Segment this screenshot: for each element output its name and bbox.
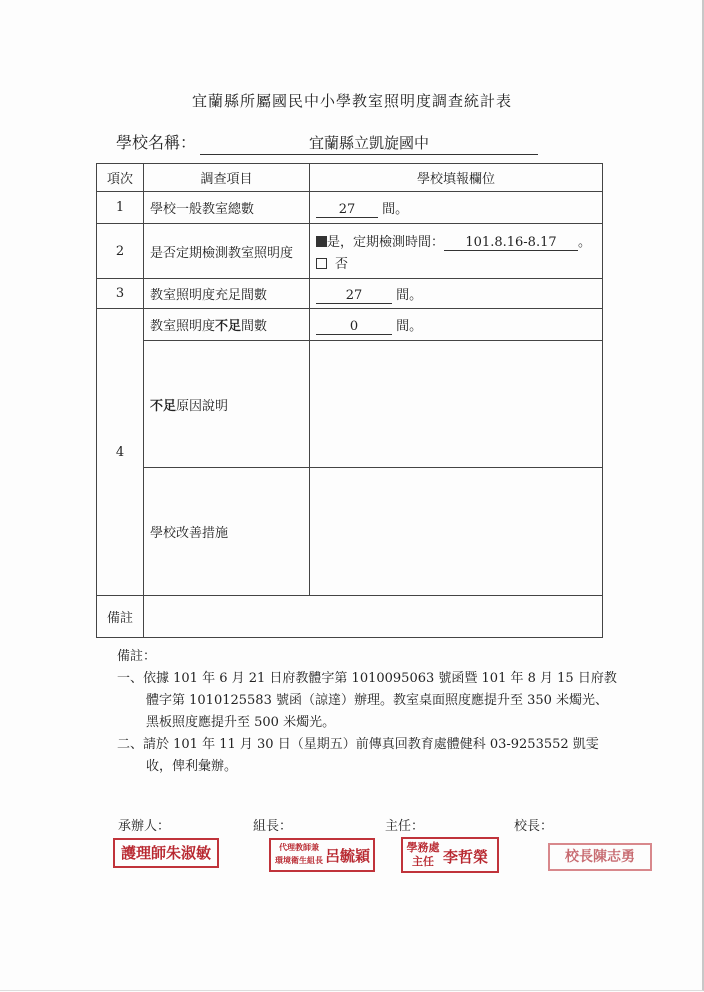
- row2-yes-text: 是，定期檢測時間：: [327, 234, 445, 250]
- leader-stamp: [269, 838, 375, 872]
- row2-report: [310, 224, 603, 279]
- principal-stamp: 校長陳志勇: [548, 843, 652, 871]
- header-report: 學校填報欄位: [310, 164, 603, 192]
- row3-no: 3: [97, 279, 144, 309]
- row3-item: 教室照明度充足間數: [144, 279, 310, 309]
- row4a-item: [144, 309, 310, 341]
- row4a-bold: 不足: [215, 319, 242, 334]
- remarks-label: 備註: [97, 596, 144, 638]
- handler-label: 承辦人：: [118, 819, 171, 834]
- handler-stamp: 護理師朱淑敏: [113, 838, 219, 868]
- row4a-report: [310, 309, 603, 341]
- table-row-4b: [97, 341, 603, 468]
- row4b-item: [144, 341, 310, 468]
- director-stamp-title: [406, 841, 440, 869]
- row2-item: 是否定期檢測教室照明度: [144, 224, 310, 279]
- note2-line2: 收，俾利彙辦。: [146, 759, 238, 774]
- document-title: 宜蘭縣所屬國民中小學教室照明度調查統計表: [191, 92, 512, 110]
- director-stamp: [401, 837, 499, 873]
- row2-no-line: [316, 253, 596, 272]
- school-name-value: 宜蘭縣立凱旋國中: [200, 132, 538, 155]
- notes-heading: 備註：: [117, 649, 157, 664]
- row2-no: 2: [97, 224, 144, 279]
- row1-no: 1: [97, 192, 144, 224]
- row4c-report: [310, 468, 603, 596]
- row4a-unit: 間。: [396, 318, 423, 334]
- director-stamp-title-b: 主任: [412, 855, 434, 868]
- director-stamp-title-a: 學務處: [406, 841, 440, 854]
- checked-box-icon: [316, 236, 327, 247]
- row1-unit: 間。: [382, 201, 409, 217]
- row4a-pre: 教室照明度: [150, 319, 216, 334]
- table-row-1: [97, 192, 603, 224]
- row4c-item: 學校改善措施: [144, 468, 310, 596]
- leader-label: 組長：: [253, 819, 293, 834]
- principal-label: 校長：: [514, 819, 554, 834]
- table-row-remarks: [97, 596, 603, 638]
- remarks-content: [144, 596, 603, 638]
- row1-item: 學校一般教室總數: [144, 192, 310, 224]
- row4b-report: [310, 341, 603, 468]
- director-label: 主任：: [385, 819, 425, 834]
- row4-no: 4: [97, 309, 144, 596]
- header-no: 項次: [97, 164, 144, 192]
- note1-line1: 一、依據 101 年 6 月 21 日府教體字第 1010095063 號函暨 101 年 8 月 15 日府教: [117, 671, 617, 686]
- leader-stamp-title-a: 代理教師兼: [279, 842, 319, 852]
- row2-no-text: 否: [335, 256, 349, 272]
- row4a-value: 0: [316, 319, 392, 335]
- note1-line3: 黑板照度應提升至 500 米燭光。: [146, 715, 336, 730]
- row1-value: 27: [316, 202, 378, 218]
- row4a-post: 間數: [241, 319, 268, 334]
- note1-line2: 體字第 1010125583 號函（諒達）辦理。教室桌面照度應提升至 350 米燭光、: [146, 693, 609, 708]
- director-stamp-name: 李哲榮: [443, 848, 489, 866]
- row2-date: 101.8.16-8.17: [444, 235, 578, 251]
- row2-end: 。: [578, 234, 592, 250]
- row1-report: [310, 192, 603, 224]
- table-header-row: [97, 164, 603, 192]
- row4b-bold: 不足: [150, 398, 177, 414]
- unchecked-box-icon: [316, 258, 327, 269]
- header-item: 調查項目: [144, 164, 310, 192]
- school-name-label: 學校名稱：: [116, 133, 197, 152]
- table-row-4a: [97, 309, 603, 341]
- leader-stamp-name: 呂毓穎: [325, 847, 371, 865]
- note2-line1: 二、請於 101 年 11 月 30 日（星期五）前傳真回教育處體健科 03-9253552 凱雯: [117, 737, 599, 752]
- row4b-post: 原因說明: [176, 398, 229, 414]
- table-row-3: [97, 279, 603, 309]
- table-row-4c: [97, 468, 603, 596]
- row2-yes-line: [316, 231, 596, 251]
- leader-stamp-title: [273, 841, 325, 867]
- row3-unit: 間。: [396, 287, 423, 303]
- leader-stamp-title-b: 環境衛生組長: [275, 855, 323, 865]
- table-row-2: [97, 224, 603, 279]
- row3-report: [310, 279, 603, 309]
- survey-table: [96, 163, 603, 638]
- row3-value: 27: [316, 288, 392, 304]
